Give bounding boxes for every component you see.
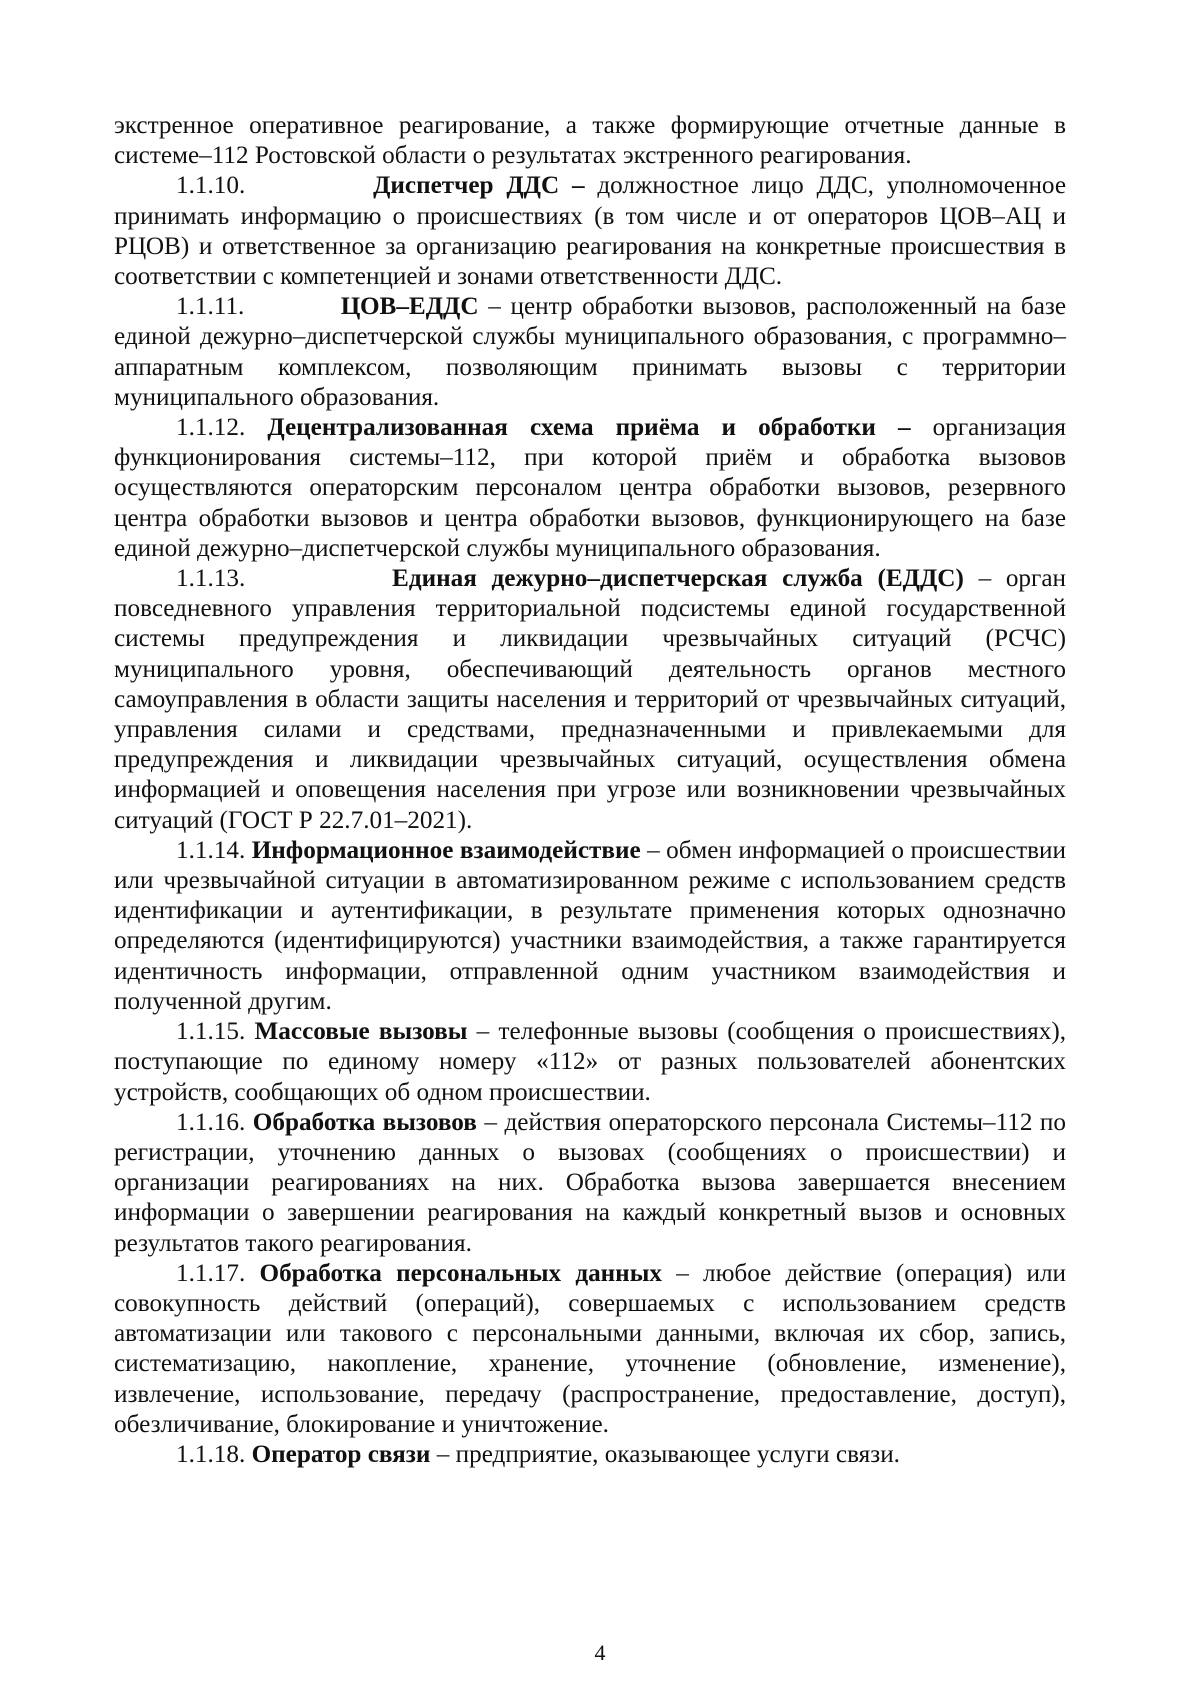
item-term: Массовые вызовы: [254, 1018, 468, 1046]
item-number: 1.1.18.: [176, 1440, 246, 1468]
item-term: Обработка персональных данных: [259, 1259, 662, 1287]
definition-1-1-13: [114, 564, 1066, 836]
item-number: 1.1.15.: [176, 1018, 246, 1046]
item-number: 1.1.10.: [176, 172, 246, 200]
definition-1-1-17: [114, 1259, 1066, 1440]
item-text: – центр обработки вызовов, расположенный на базе единой дежурно–диспетчерской службы муниципального образования, с программно–аппаратным комплексом, позволяющим принимать вызовы с территории муниципального образования.: [114, 293, 1066, 411]
item-number: 1.1.14.: [176, 836, 246, 864]
document-page: [114, 111, 1066, 1470]
definition-1-1-15: [114, 1017, 1066, 1108]
item-term: Оператор связи: [251, 1440, 431, 1468]
item-text: – телефонные вызовы (сообщения о происшествиях), поступающие по единому номеру «112» от разных пользователей абонентских устройств, сообщающих об одном происшествии.: [114, 1018, 1067, 1106]
item-text: организация функционирования системы–112, при которой приём и обработка вызовов осуществляются операторским персоналом центра обработки вызовов, резервного центра обработки вызовов и центра обработки вызовов, функционирующего на базе единой дежурно–диспетчерской службы муниципального образования.: [114, 414, 1066, 562]
item-term: Информационное взаимодействие: [251, 836, 641, 864]
continuation-paragraph: экстренное оперативное реагирование, а также формирующие отчетные данные в системе–112 Ростовской области о результатах экстренного реагирования.: [114, 112, 1066, 170]
item-text: – орган повседневного управления территориальной подсистемы единой государственной системы предупреждения и ликвидации чрезвычайных ситуаций (РСЧС) муниципального уровня, обеспечивающий деятельность органов местного самоуправления в области защиты населения и территорий от чрезвычайных ситуаций, управления силами и средствами, предназначенными и привлекаемыми для предупреждения и ликвидации чрезвычайных ситуаций, осуществления обмена информацией и оповещения населения при угрозе или возникновении чрезвычайных ситуаций (ГОСТ Р 22.7.01–2021).: [114, 565, 1067, 834]
item-term: Обработка вызовов: [252, 1108, 477, 1136]
item-text: – предприятие, оказывающее услуги связи.: [436, 1440, 900, 1468]
item-term: ЦОВ–ЕДДС: [340, 293, 479, 321]
definition-1-1-11: [114, 292, 1066, 413]
item-term: Единая дежурно–диспетчерская служба (ЕДДС): [392, 565, 964, 593]
item-number: 1.1.11.: [176, 293, 245, 321]
definition-1-1-10: [114, 171, 1066, 292]
definition-1-1-18: [114, 1440, 1066, 1470]
item-number: 1.1.12.: [176, 414, 246, 442]
definition-1-1-16: [114, 1108, 1066, 1259]
page-number: 4: [594, 1640, 606, 1665]
item-text: – обмен информацией о происшествии или чрезвычайной ситуации в автоматизированном режиме с использованием средств идентификации и аутентификации, в результате применения которых однозначно определяются (идентифицируются) участники взаимодействия, а также гарантируется идентичность информации, отправленной одним участником взаимодействия и полученной другим.: [114, 836, 1067, 1015]
item-text: – любое действие (операция) или совокупность действий (операций), совершаемых с использованием средств автоматизации или такового с персональными данными, включая их сбор, запись, систематизацию, накопление, хранение, уточнение (обновление, изменение), извлечение, использование, передачу (распространение, предоставление, доступ), обезличивание, блокирование и уничтожение.: [114, 1259, 1066, 1438]
item-number: 1.1.13.: [176, 565, 246, 593]
item-text: – действия операторского персонала Системы–112 по регистрации, уточнению данных о вызовах (сообщениях о происшествии) и организации реагированиях на них. Обработка вызова завершается внесением информации о завершении реагирования на каждый конкретный вызов и основных результатов такого реагирования.: [114, 1108, 1066, 1257]
item-number: 1.1.16.: [176, 1108, 246, 1136]
item-text: должностное лицо ДДС, уполномоченное принимать информацию о происшествиях (в том числе и от операторов ЦОВ–АЦ и РЦОВ) и ответственное за организацию реагирования на конкретные происшествия в соответствии с компетенцией и зонами ответственности ДДС.: [114, 172, 1067, 291]
item-term: Диспетчер ДДС –: [373, 172, 585, 200]
definition-1-1-14: [114, 836, 1066, 1017]
item-number: 1.1.17.: [176, 1259, 246, 1287]
definition-1-1-12: [114, 413, 1066, 564]
item-term: Децентрализованная схема приёма и обработки –: [267, 414, 911, 442]
